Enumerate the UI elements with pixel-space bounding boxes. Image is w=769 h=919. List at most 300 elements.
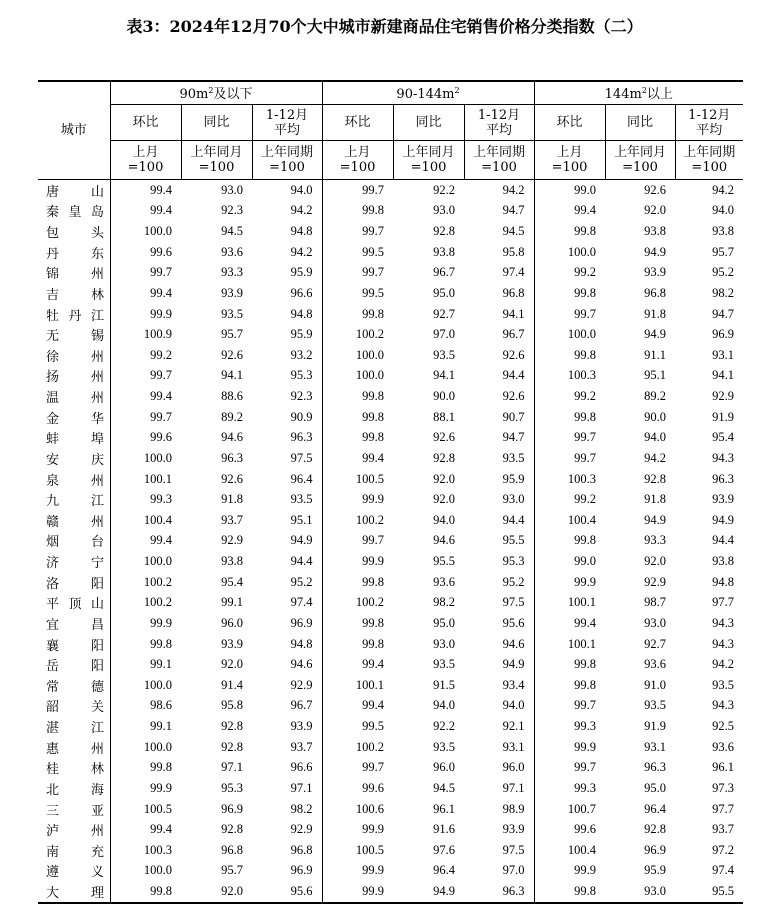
index-value: 99.8: [110, 634, 181, 655]
city-char: 州: [90, 514, 104, 530]
index-value: 100.1: [534, 634, 605, 655]
index-value: 97.2: [712, 842, 735, 857]
city-name: [38, 510, 110, 531]
index-value: 95.7: [712, 244, 735, 259]
city-char: 州: [90, 267, 104, 283]
index-value: 99.9: [322, 819, 393, 840]
index-value: 100.4: [110, 510, 181, 531]
index-value: 92.9: [644, 574, 667, 589]
index-value: 95.9: [502, 471, 525, 486]
index-value: 92.0: [644, 554, 667, 569]
index-value: 95.7: [221, 327, 243, 342]
index-value: 96.9: [221, 801, 243, 816]
index-value: 100.2: [110, 572, 181, 593]
city-name: [38, 840, 110, 861]
index-value: 94.9: [644, 327, 667, 342]
index-value: 91.5: [433, 677, 456, 692]
index-value: 92.2: [433, 182, 456, 197]
index-value: 91.1: [644, 347, 667, 362]
index-value: 99.9: [110, 304, 181, 325]
table-row: [38, 593, 743, 614]
index-value: 93.5: [433, 657, 456, 672]
city-char: 宜: [46, 617, 60, 633]
index-value: 93.2: [290, 347, 313, 362]
city-char: 林: [90, 287, 104, 303]
city-name: [38, 324, 110, 345]
city-char: 关: [90, 700, 104, 716]
index-value: 98.2: [433, 595, 456, 610]
index-value: 96.4: [433, 863, 456, 878]
index-value: 99.8: [534, 675, 605, 696]
table-row: [38, 551, 743, 572]
table-row: [38, 386, 743, 407]
index-value: 94.7: [502, 430, 525, 445]
index-value: 97.5: [290, 450, 313, 465]
index-value: 96.0: [433, 760, 456, 775]
city-name: [38, 737, 110, 758]
index-value: 92.8: [221, 822, 243, 837]
price-index-table: [38, 80, 743, 904]
table-row: [38, 716, 743, 737]
city-char: 义: [90, 865, 104, 881]
index-value: 93.5: [644, 698, 667, 713]
index-value: 100.3: [110, 840, 181, 861]
index-value: 95.0: [433, 615, 456, 630]
index-value: 99.8: [322, 428, 393, 449]
city-char: 州: [90, 391, 104, 407]
index-value: 95.1: [290, 512, 313, 527]
index-value: 99.5: [322, 242, 393, 263]
index-value: 99.2: [534, 489, 605, 510]
index-value: 93.1: [502, 739, 525, 754]
group-header-medium: $90-144m^2$: [322, 81, 534, 105]
index-value: 99.8: [322, 386, 393, 407]
city-char: 山: [90, 597, 104, 613]
city-name: [38, 283, 110, 304]
city-name: [38, 469, 110, 490]
city-char: 州: [90, 473, 104, 489]
city-name: [38, 572, 110, 593]
index-value: 94.2: [712, 182, 735, 197]
index-value: 97.5: [502, 842, 525, 857]
index-value: 99.7: [322, 221, 393, 242]
index-value: 92.8: [433, 224, 456, 239]
index-value: 94.0: [290, 182, 313, 197]
index-value: 92.6: [502, 347, 525, 362]
index-value: 93.9: [221, 285, 243, 300]
index-value: 99.6: [534, 819, 605, 840]
city-char: 湛: [46, 721, 60, 737]
city-name: [38, 366, 110, 387]
index-value: 90.7: [502, 409, 525, 424]
index-value: 96.7: [502, 327, 525, 342]
city-name: [38, 778, 110, 799]
index-value: 92.8: [221, 719, 243, 734]
index-value: 97.4: [712, 863, 735, 878]
index-value: 94.2: [502, 182, 525, 197]
yoy-base: 上年同月 =100: [393, 141, 464, 180]
index-value: 94.2: [712, 657, 735, 672]
index-value: 95.2: [712, 265, 735, 280]
index-value: 93.8: [433, 244, 456, 259]
index-value: 93.0: [605, 881, 675, 903]
city-name: [38, 654, 110, 675]
city-char: 济: [46, 556, 60, 572]
mom-base: 上月 =100: [322, 141, 393, 180]
yoy-header: 同比: [605, 105, 675, 141]
index-value: 95.8: [502, 244, 525, 259]
yoy-header: 同比: [181, 105, 252, 141]
avg-base: 上年同期 =100: [252, 141, 322, 180]
city-char: 阳: [90, 576, 104, 592]
table-row: [38, 613, 743, 634]
index-value: 95.3: [221, 780, 243, 795]
index-value: 93.1: [644, 739, 667, 754]
table-row: [38, 881, 743, 903]
index-value: 99.8: [534, 654, 605, 675]
index-value: 94.5: [221, 224, 243, 239]
index-value: 98.2: [290, 801, 313, 816]
index-value: 100.2: [322, 593, 393, 614]
index-value: 96.3: [221, 450, 243, 465]
index-value: 92.8: [221, 739, 243, 754]
index-value: 99.0: [534, 180, 605, 201]
index-value: 93.5: [433, 347, 456, 362]
city-char: 韶: [46, 700, 60, 716]
index-value: 99.8: [534, 531, 605, 552]
index-value: 91.9: [644, 719, 667, 734]
index-value: 100.2: [322, 737, 393, 758]
index-value: 95.7: [221, 863, 243, 878]
index-value: 100.0: [534, 242, 605, 263]
index-value: 100.4: [534, 510, 605, 531]
index-value: 96.8: [644, 285, 667, 300]
index-value: 99.7: [322, 758, 393, 779]
index-value: 97.4: [502, 265, 525, 280]
index-value: 92.5: [712, 719, 735, 734]
index-value: 94.8: [290, 306, 313, 321]
yoy-header: 同比: [393, 105, 464, 141]
index-value: 91.6: [433, 822, 456, 837]
index-value: 97.0: [433, 327, 456, 342]
city-name: [38, 819, 110, 840]
index-value: 96.9: [290, 863, 313, 878]
city-name: [38, 407, 110, 428]
table-row: [38, 675, 743, 696]
city-char: 吉: [46, 287, 60, 303]
index-value: 96.8: [290, 842, 313, 857]
index-value: 100.0: [110, 737, 181, 758]
index-value: 93.8: [221, 554, 243, 569]
index-value: 95.5: [675, 881, 743, 903]
index-value: 95.8: [221, 698, 243, 713]
index-value: 99.8: [322, 634, 393, 655]
table-row: [38, 221, 743, 242]
city-char: 平: [46, 597, 60, 613]
index-value: 98.2: [712, 285, 735, 300]
index-value: 99.8: [110, 758, 181, 779]
index-value: 100.0: [110, 448, 181, 469]
index-value: 92.2: [433, 719, 456, 734]
index-value: 95.6: [502, 615, 525, 630]
city-char: 无: [46, 329, 60, 345]
city-name: [38, 675, 110, 696]
index-value: 99.7: [534, 758, 605, 779]
city-name: [38, 634, 110, 655]
index-value: 94.0: [644, 430, 667, 445]
index-value: 92.6: [433, 430, 456, 445]
table-row: [38, 819, 743, 840]
city-char: 扬: [46, 370, 60, 386]
index-value: 99.7: [322, 531, 393, 552]
table-row: [38, 407, 743, 428]
index-value: 93.1: [712, 347, 735, 362]
city-char: 烟: [46, 535, 60, 551]
index-value: 99.4: [322, 696, 393, 717]
city-name: [38, 696, 110, 717]
index-value: 99.4: [110, 531, 181, 552]
city-char: 阳: [90, 638, 104, 654]
table-row: [38, 634, 743, 655]
city-char: 三: [46, 803, 60, 819]
city-char: 丹: [46, 246, 60, 262]
index-value: 94.3: [712, 636, 735, 651]
city-name: [38, 758, 110, 779]
city-char: 襄: [46, 638, 60, 654]
index-value: 96.0: [221, 615, 243, 630]
index-value: 95.5: [433, 554, 456, 569]
city-char: 大: [46, 886, 60, 902]
city-char: 南: [46, 844, 60, 860]
group-header-small: $90m^2$及以下: [110, 81, 322, 105]
index-value: 97.1: [290, 780, 313, 795]
city-char: 赣: [46, 514, 60, 530]
city-char: 牡: [46, 308, 60, 324]
index-value: 92.8: [644, 471, 667, 486]
index-value: 100.0: [322, 366, 393, 387]
table-row: [38, 654, 743, 675]
index-value: 99.8: [534, 283, 605, 304]
index-value: 93.4: [502, 677, 525, 692]
city-char: 海: [90, 782, 104, 798]
table-row: [38, 324, 743, 345]
index-value: 100.2: [322, 510, 393, 531]
table-row: [38, 799, 743, 820]
index-value: 94.1: [221, 368, 243, 383]
index-value: 99.2: [534, 386, 605, 407]
index-value: 99.9: [322, 861, 393, 882]
index-value: 94.0: [502, 698, 525, 713]
index-value: 91.4: [221, 677, 243, 692]
index-value: 93.5: [433, 739, 456, 754]
index-value: 92.6: [221, 347, 243, 362]
index-value: 100.6: [322, 799, 393, 820]
index-value: 99.4: [110, 283, 181, 304]
index-value: 92.7: [433, 306, 456, 321]
city-char: 九: [46, 494, 60, 510]
city-char: 顶: [68, 597, 82, 613]
index-value: 97.7: [712, 595, 735, 610]
index-value: 95.2: [502, 574, 525, 589]
index-value: 96.8: [221, 842, 243, 857]
index-value: 99.9: [534, 572, 605, 593]
index-value: 94.4: [712, 533, 735, 548]
index-value: 93.8: [712, 554, 735, 569]
index-value: 94.5: [433, 780, 456, 795]
index-value: 100.0: [110, 861, 181, 882]
index-value: 94.3: [712, 698, 735, 713]
index-value: 94.4: [502, 368, 525, 383]
table-body: [38, 180, 743, 903]
index-value: 95.3: [290, 368, 313, 383]
index-value: 94.4: [290, 554, 313, 569]
index-value: 94.3: [712, 615, 735, 630]
index-value: 99.8: [534, 407, 605, 428]
index-value: 94.9: [393, 881, 464, 903]
city-char: 安: [46, 452, 60, 468]
index-value: 93.6: [221, 244, 243, 259]
index-value: 93.0: [221, 182, 243, 197]
index-value: 95.5: [502, 533, 525, 548]
index-value: 96.6: [290, 760, 313, 775]
city-char: 山: [90, 184, 104, 200]
index-value: 100.2: [322, 324, 393, 345]
index-value: 93.8: [644, 224, 667, 239]
table-row: [38, 510, 743, 531]
mom-header: 环比: [534, 105, 605, 141]
city-char: 埠: [90, 432, 104, 448]
table-row: [38, 469, 743, 490]
city-char: 江: [90, 494, 104, 510]
index-value: 95.1: [644, 368, 667, 383]
index-value: 96.3: [290, 430, 313, 445]
table-row: [38, 861, 743, 882]
index-value: 90.9: [290, 409, 313, 424]
index-value: 97.0: [502, 863, 525, 878]
index-value: 99.4: [322, 448, 393, 469]
index-value: 99.7: [110, 366, 181, 387]
index-value: 99.9: [322, 489, 393, 510]
index-value: 95.4: [221, 574, 243, 589]
city-char: 洛: [46, 576, 60, 592]
index-value: 93.5: [290, 492, 313, 507]
city-char: 温: [46, 391, 60, 407]
index-value: 96.4: [290, 471, 313, 486]
city-char: 泸: [46, 824, 60, 840]
city-name: [38, 551, 110, 572]
index-value: 94.8: [290, 636, 313, 651]
table-row: [38, 366, 743, 387]
index-value: 96.7: [433, 265, 456, 280]
index-value: 99.4: [534, 201, 605, 222]
table-row: [38, 778, 743, 799]
city-name: [38, 881, 110, 903]
table-row: [38, 345, 743, 366]
table-row: [38, 180, 743, 201]
index-value: 100.3: [534, 469, 605, 490]
index-value: 100.1: [110, 469, 181, 490]
index-value: 96.8: [502, 285, 525, 300]
index-value: 100.7: [534, 799, 605, 820]
index-value: 95.0: [644, 780, 667, 795]
city-char: 头: [90, 226, 104, 242]
index-value: 93.9: [712, 492, 735, 507]
city-char: 宁: [90, 556, 104, 572]
city-char: 亚: [90, 803, 104, 819]
index-value: 93.0: [502, 492, 525, 507]
index-value: 99.9: [534, 861, 605, 882]
city-char: 理: [90, 886, 104, 902]
table-row: [38, 489, 743, 510]
table-row: [38, 304, 743, 325]
avg-header: 1-12月 平均: [464, 105, 534, 141]
index-value: 94.1: [502, 306, 525, 321]
index-value: 99.8: [534, 345, 605, 366]
index-value: 95.9: [290, 327, 313, 342]
index-value: 93.9: [644, 265, 667, 280]
index-value: 99.6: [322, 778, 393, 799]
city-char: 德: [90, 679, 104, 695]
index-value: 92.0: [181, 881, 252, 903]
city-char: 庆: [90, 452, 104, 468]
city-name: [38, 531, 110, 552]
index-value: 99.0: [534, 551, 605, 572]
index-value: 96.0: [502, 760, 525, 775]
index-value: 96.3: [644, 760, 667, 775]
index-value: 99.7: [534, 428, 605, 449]
index-value: 95.4: [712, 430, 735, 445]
index-value: 100.1: [322, 675, 393, 696]
index-value: 92.9: [712, 389, 735, 404]
index-value: 99.4: [322, 654, 393, 675]
index-value: 94.6: [433, 533, 456, 548]
index-value: 92.6: [221, 471, 243, 486]
city-name: [38, 304, 110, 325]
index-value: 96.4: [644, 801, 667, 816]
index-value: 96.6: [290, 285, 313, 300]
index-value: 93.9: [221, 636, 243, 651]
city-char: 州: [90, 370, 104, 386]
index-value: 100.9: [110, 324, 181, 345]
index-value: 98.6: [110, 696, 181, 717]
table-row: [38, 263, 743, 284]
city-char: 州: [90, 741, 104, 757]
index-value: 96.3: [464, 881, 534, 903]
index-value: 100.3: [534, 366, 605, 387]
index-value: 99.3: [534, 778, 605, 799]
table-row: [38, 696, 743, 717]
index-value: 96.7: [290, 698, 313, 713]
index-value: 93.0: [644, 615, 667, 630]
index-value: 95.6: [252, 881, 322, 903]
index-value: 98.7: [644, 595, 667, 610]
index-value: 95.0: [433, 285, 456, 300]
index-value: 94.9: [644, 512, 667, 527]
index-value: 91.8: [221, 492, 243, 507]
city-char: 丹: [68, 308, 82, 324]
index-value: 93.0: [433, 636, 456, 651]
index-value: 100.0: [110, 221, 181, 242]
avg-base: 上年同期 =100: [675, 141, 743, 180]
city-char: 锦: [46, 267, 60, 283]
index-value: 90.0: [433, 389, 456, 404]
index-value: 100.0: [322, 345, 393, 366]
index-value: 93.6: [712, 739, 735, 754]
index-value: 94.0: [433, 512, 456, 527]
city-char: 北: [46, 782, 60, 798]
city-char: 华: [90, 411, 104, 427]
index-value: 99.4: [110, 201, 181, 222]
